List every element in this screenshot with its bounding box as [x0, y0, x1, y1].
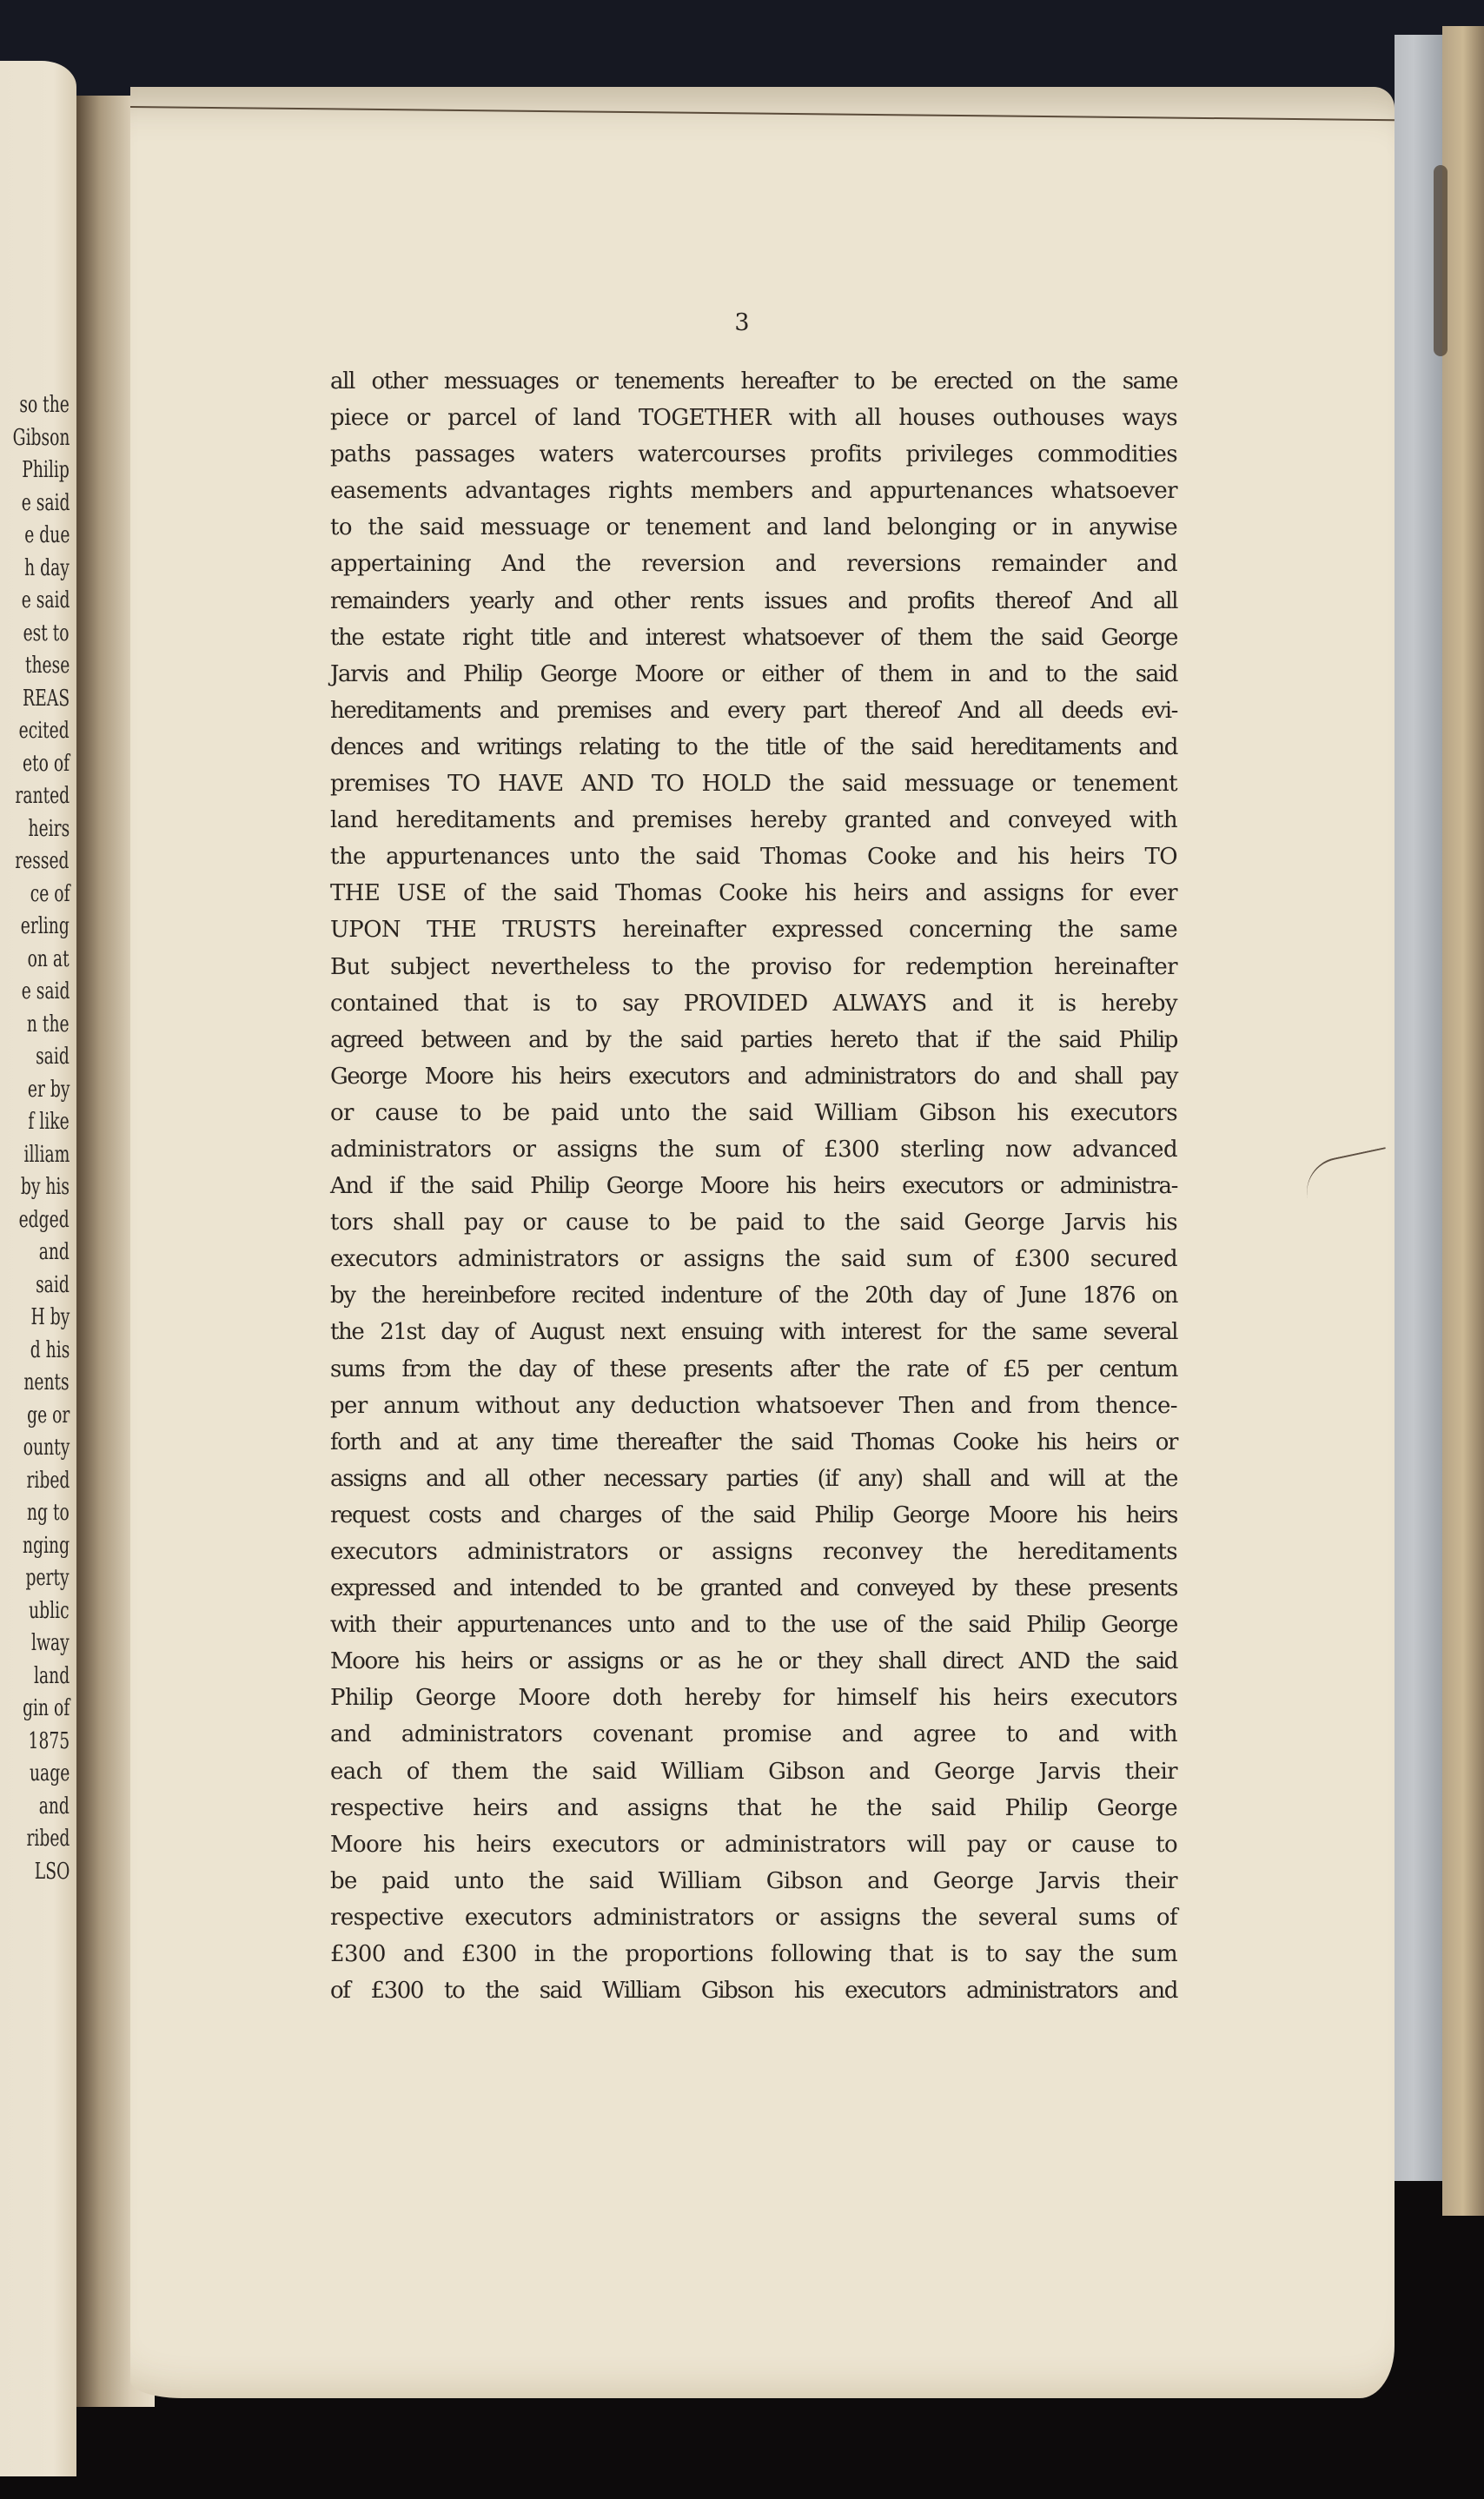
- text-line: or cause to be paid unto the said William Gibson his executors: [330, 1099, 1177, 1126]
- facing-page-fragment: edged: [18, 1206, 70, 1233]
- facing-page-fragment: e said: [21, 489, 70, 516]
- text-line: be paid unto the said William Gibson and George Jarvis their: [330, 1867, 1177, 1894]
- text-line: executors administrators or assigns reconvey the hereditaments: [330, 1539, 1177, 1565]
- facing-page-fragment: ublic: [29, 1597, 70, 1624]
- page-edge-strip: [1395, 35, 1442, 2181]
- text-line: expressed and intended to be granted and conveyed by these presents: [330, 1575, 1177, 1602]
- binding-tape: [1442, 26, 1484, 2216]
- facing-page-fragment: ge or: [26, 1402, 70, 1428]
- facing-page-fragment: ribed: [26, 1467, 70, 1494]
- facing-page-fragment: uage: [29, 1760, 70, 1786]
- facing-page-fragment: by his: [20, 1174, 70, 1200]
- text-line: the appurtenances unto the said Thomas Cooke and his heirs TO: [330, 844, 1177, 871]
- facing-page-fragment: erling: [20, 913, 70, 939]
- facing-page-fragment: gin of: [22, 1695, 70, 1721]
- facing-page-fragment: er by: [27, 1076, 70, 1103]
- text-line: contained that is to say PROVIDED ALWAYS and it is hereby: [330, 990, 1177, 1017]
- text-line: Moore his heirs executors or administrators will pay or cause to: [330, 1831, 1177, 1858]
- text-line: THE USE of the said Thomas Cooke his heirs and assigns for ever: [330, 880, 1177, 907]
- text-line: the estate right title and interest whatsoever of them the said George: [330, 624, 1177, 651]
- facing-page-fragment: est to: [23, 620, 70, 646]
- facing-page-fragment: ecited: [18, 718, 70, 744]
- text-line: Philip George Moore doth hereby for himself his heirs executors: [330, 1685, 1177, 1712]
- facing-page-fragment: illiam: [23, 1141, 70, 1168]
- text-line: by the hereinbefore recited indenture of the 20th day of June 1876 on: [330, 1283, 1177, 1309]
- facing-page-fragment: nents: [23, 1369, 70, 1395]
- text-line: respective executors administrators or assigns the several sums of: [330, 1904, 1177, 1931]
- text-line: forth and at any time thereafter the said Thomas Cooke his heirs or: [330, 1428, 1177, 1455]
- facing-page-fragment: ressed: [15, 848, 70, 874]
- text-line: But subject nevertheless to the proviso for redemption hereinafter: [330, 953, 1177, 980]
- facing-page-fragment: on at: [28, 945, 70, 972]
- facing-page-fragment: ranted: [15, 783, 70, 809]
- facing-page-fragment: e said: [21, 587, 70, 613]
- facing-page-fragment: heirs: [28, 815, 70, 842]
- facing-page-fragment: e due: [23, 522, 70, 548]
- document-body: [330, 363, 1177, 2009]
- facing-page-fragment: nging: [22, 1532, 70, 1559]
- text-line: land hereditaments and premises hereby granted and conveyed with: [330, 807, 1177, 834]
- facing-page-fragment: LSO: [34, 1858, 70, 1885]
- text-line: administrators or assigns the sum of £300 sterling now advanced: [330, 1136, 1177, 1163]
- text-line: assigns and all other necessary parties (if any) shall and will at the: [330, 1465, 1177, 1492]
- facing-page-fragment: these: [24, 653, 70, 679]
- text-line: of £300 to the said William Gibson his executors administrators and: [330, 1978, 1177, 2005]
- facing-page-fragment: f like: [28, 1109, 70, 1135]
- text-line: all other messuages or tenements hereafter to be erected on the same: [330, 368, 1177, 394]
- text-line: per annum without any deduction whatsoever Then and from thence-: [330, 1392, 1177, 1419]
- text-line: £300 and £300 in the proportions following that is to say the sum: [330, 1941, 1177, 1968]
- facing-page-fragment: REAS: [22, 685, 70, 712]
- text-line: easements advantages rights members and appurtenances whatsoever: [330, 478, 1177, 505]
- text-line: executors administrators or assigns the said sum of £300 secured: [330, 1246, 1177, 1273]
- text-line: And if the said Philip George Moore his heirs executors or administra-: [330, 1173, 1177, 1200]
- facing-page-fragment: said: [36, 1271, 70, 1298]
- facing-page-fragment: H by: [30, 1304, 70, 1330]
- text-line: each of them the said William Gibson and George Jarvis their: [330, 1758, 1177, 1785]
- text-line: and administrators covenant promise and agree to and with: [330, 1721, 1177, 1748]
- text-line: hereditaments and premises and every part thereof And all deeds evi-: [330, 697, 1177, 724]
- text-line: respective heirs and assigns that he the said Philip George: [330, 1794, 1177, 1821]
- facing-page-fragment: h day: [24, 554, 70, 581]
- facing-page: [0, 61, 76, 2476]
- facing-page-fragment: Philip: [22, 457, 70, 483]
- facing-page-fragment: said: [36, 1044, 70, 1070]
- text-line: the 21st day of August next ensuing with interest for the same several: [330, 1319, 1177, 1346]
- text-line: tors shall pay or cause to be paid to the said George Jarvis his: [330, 1210, 1177, 1236]
- facing-page-fragment: 1875: [28, 1727, 70, 1754]
- text-line: appertaining And the reversion and reversions remainder and: [330, 551, 1177, 578]
- facing-page-fragment: ounty: [23, 1435, 70, 1461]
- facing-page-fragment: land: [33, 1662, 70, 1689]
- facing-page-fragment: ce of: [30, 880, 70, 907]
- text-line: paths passages waters watercourses profits privileges commodities: [330, 441, 1177, 468]
- text-line: agreed between and by the said parties hereto that if the said Philip: [330, 1026, 1177, 1053]
- text-line: sums frɔm the day of these presents after the rate of £5 per centum: [330, 1356, 1177, 1382]
- text-line: premises TO HAVE AND TO HOLD the said messuage or tenement: [330, 771, 1177, 798]
- text-line: remainders yearly and other rents issues and profits thereof And all: [330, 587, 1177, 614]
- facing-page-fragment: lway: [31, 1630, 70, 1656]
- text-line: George Moore his heirs executors and administrators do and shall pay: [330, 1063, 1177, 1090]
- facing-page-fragment: and: [38, 1793, 70, 1820]
- text-line: to the said messuage or tenement and land belonging or in anywise: [330, 514, 1177, 541]
- facing-page-fragment: n the: [27, 1011, 70, 1037]
- facing-page-fragment: so the: [19, 392, 70, 418]
- page-number: 3: [734, 309, 750, 336]
- facing-page-fragment: and: [38, 1239, 70, 1265]
- facing-page-fragment: ribed: [26, 1826, 70, 1852]
- facing-page-fragment: e said: [21, 978, 70, 1004]
- facing-page-fragment: ng to: [27, 1500, 70, 1526]
- facing-page-fragment: eto of: [22, 750, 70, 777]
- text-line: Jarvis and Philip George Moore or either of them in and to the said: [330, 660, 1177, 687]
- text-line: piece or parcel of land TOGETHER with all houses outhouses ways: [330, 405, 1177, 432]
- facing-page-fragment: Gibson: [12, 424, 70, 451]
- text-line: dences and writings relating to the title of the said hereditaments and: [330, 733, 1177, 760]
- text-line: request costs and charges of the said Philip George Moore his heirs: [330, 1501, 1177, 1528]
- text-line: with their appurtenances unto and to the use of the said Philip George: [330, 1612, 1177, 1639]
- text-line: UPON THE TRUSTS hereinafter expressed concerning the same: [330, 917, 1177, 944]
- facing-page-fragment: perty: [25, 1565, 70, 1591]
- text-line: Moore his heirs or assigns or as he or they shall direct AND the said: [330, 1648, 1177, 1675]
- facing-page-fragment: d his: [30, 1336, 70, 1363]
